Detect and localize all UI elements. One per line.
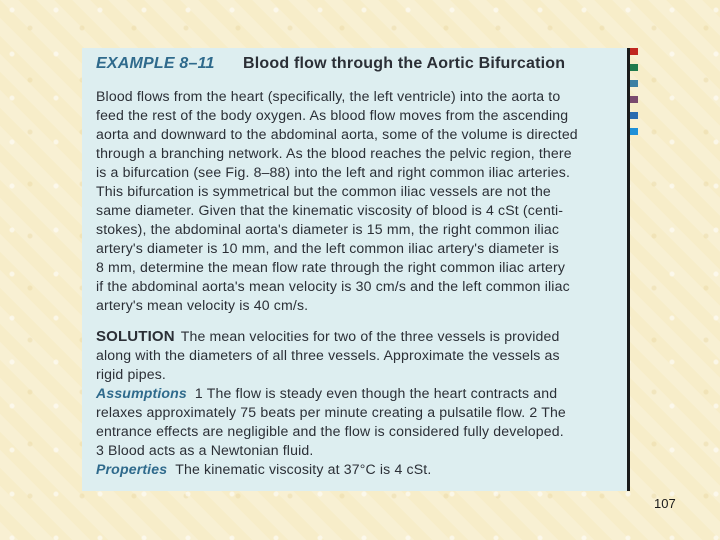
problem-line: Blood flows from the heart (specifically, the left ventricle) into the aorta to [96, 88, 561, 104]
problem-line: artery's mean velocity is 40 cm/s. [96, 297, 309, 313]
color-marker [630, 80, 638, 87]
problem-line: stokes), the abdominal aorta's diameter is 15 mm, the right common iliac [96, 221, 560, 237]
problem-line: 8 mm, determine the mean flow rate through the right common iliac artery [96, 259, 566, 275]
color-marker [630, 128, 638, 135]
assumptions-label: Assumptions [96, 385, 187, 401]
solution-line: rigid pipes. [96, 366, 166, 382]
assumptions-line: entrance effects are negligible and the flow is considered fully developed. [96, 423, 564, 439]
example-title: Blood flow through the Aortic Bifurcation [243, 55, 566, 72]
properties-label: Properties [96, 461, 168, 477]
color-marker [630, 96, 638, 103]
example-label: EXAMPLE 8–11 [96, 55, 215, 72]
assumptions-line: 3 Blood acts as a Newtonian fluid. [96, 442, 314, 458]
properties-line [96, 460, 621, 479]
problem-line: feed the rest of the body oxygen. As blood flow moves from the ascending [96, 107, 569, 123]
assumptions-line: relaxes approximately 75 beats per minute creating a pulsatile flow. 2 The [96, 404, 566, 420]
color-marker [630, 112, 638, 119]
example-panel [82, 48, 627, 491]
problem-line: aorta and downward to the abdominal aorta, some of the volume is directed [96, 126, 578, 142]
color-marker [630, 64, 638, 71]
problem-line: if the abdominal aorta's mean velocity is 30 cm/s and the left common iliac [96, 278, 570, 294]
solution-first-line [96, 327, 621, 346]
problem-line: is a bifurcation (see Fig. 8–88) into the left and right common iliac arteries. [96, 164, 571, 180]
solution-line: along with the diameters of all three vessels. Approximate the vessels as [96, 347, 560, 363]
page-number: 107 [654, 496, 676, 511]
problem-line: same diameter. Given that the kinematic viscosity of blood is 4 cSt (centi- [96, 202, 564, 218]
problem-line: through a branching network. As the blood reaches the pelvic region, there [96, 145, 572, 161]
solution-section [96, 327, 621, 479]
problem-line: artery's diameter is 10 mm, and the left common iliac artery's diameter is [96, 240, 559, 256]
example-header [96, 55, 621, 81]
color-marker [630, 48, 638, 55]
assumptions-first-line [96, 384, 621, 403]
properties-text: The kinematic viscosity at 37°C is 4 cSt. [175, 461, 432, 477]
color-markers [630, 48, 638, 144]
solution-heading: SOLUTION [96, 328, 175, 345]
problem-statement [96, 87, 621, 315]
problem-line: This bifurcation is symmetrical but the common iliac vessels are not the [96, 183, 551, 199]
solution-text: The mean velocities for two of the three vessels is provided [180, 328, 560, 344]
assumptions-text: 1 The flow is steady even though the heart contracts and [194, 385, 558, 401]
